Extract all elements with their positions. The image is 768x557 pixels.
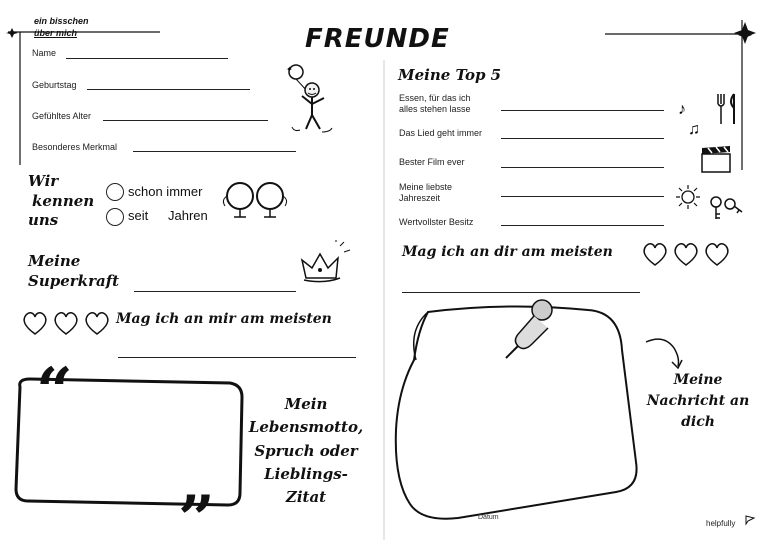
field-feature-line[interactable] [133, 151, 296, 152]
field-feature-label: Besonderes Merkmal [32, 142, 118, 152]
friends-faces-icon [222, 180, 292, 220]
pushpin-icon [494, 294, 564, 364]
brand-logo: helpfully [706, 519, 736, 528]
motto-line3: Spruch oder [254, 441, 358, 460]
top5-food-label [399, 93, 471, 115]
page-title: FREUNDE [305, 24, 450, 54]
cutlery-icon [712, 92, 742, 126]
music-notes-icon [676, 98, 706, 138]
crown-icon [296, 240, 356, 285]
option-since-radio[interactable] [106, 208, 124, 226]
message-heading [640, 370, 756, 433]
know-heading-line1: Wir [28, 172, 59, 190]
top5-food-line2: alles stehen lasse [399, 104, 471, 114]
message-line2: Nachricht an [646, 393, 750, 409]
svg-text:♫: ♫ [688, 121, 700, 138]
like-me-heading: Mag ich an mir am meisten [116, 311, 332, 327]
keys-icon [706, 192, 746, 222]
clapperboard-icon [700, 144, 734, 174]
top5-season-line1: Meine liebste [399, 182, 453, 192]
motto-heading [244, 393, 368, 509]
superpower-line[interactable] [134, 291, 296, 292]
superpower-line1: Meine [28, 252, 81, 270]
top5-food-line1: Essen, für das ich [399, 93, 471, 103]
about-heading-line1: ein bisschen [34, 16, 89, 26]
motto-line4: Lieblings- [264, 464, 348, 483]
sun-icon [674, 183, 704, 213]
motto-line2: Lebensmotto, [248, 418, 364, 437]
message-line1: Meine [673, 372, 723, 388]
hearts-right-icon [642, 241, 734, 269]
top5-heading: Meine Top 5 [398, 66, 502, 84]
top5-season-label [399, 182, 452, 204]
field-name-label: Name [32, 48, 57, 58]
superpower-heading [28, 252, 119, 291]
top5-food-line[interactable] [501, 110, 664, 111]
top5-possession-line[interactable] [501, 225, 664, 226]
field-birthday-label: Geburtstag [32, 80, 77, 90]
know-heading-line2: kennen [32, 191, 95, 210]
know-heading [28, 172, 94, 231]
top5-song-label: Das Lied geht immer [399, 128, 483, 138]
quote-open-icon: “ [36, 354, 73, 429]
about-heading [34, 15, 89, 39]
motto-line5: Zitat [285, 488, 327, 506]
know-heading-line3: uns [28, 211, 59, 229]
brand-flag-icon [744, 514, 756, 526]
top5-season-line2: Jahreszeit [399, 193, 441, 203]
top5-film-label: Bester Film ever [399, 157, 465, 167]
like-you-heading: Mag ich an dir am meisten [402, 244, 613, 260]
date-label: Datum [478, 514, 499, 521]
option-since-label: seit [128, 208, 149, 223]
superpower-line2: Superkraft [28, 271, 120, 290]
option-always-radio[interactable] [106, 183, 124, 201]
top5-song-line[interactable] [501, 138, 664, 139]
message-line3: dich [681, 414, 715, 430]
field-name-line[interactable] [66, 58, 228, 59]
svg-text:♪: ♪ [678, 101, 686, 118]
option-since-years-label: Jahren [168, 208, 208, 223]
field-felt-age-line[interactable] [103, 120, 268, 121]
balloon-figure-icon [282, 64, 342, 144]
top5-possession-label: Wertvollster Besitz [399, 217, 474, 227]
hearts-left-icon [22, 310, 114, 338]
like-me-line[interactable] [118, 357, 356, 358]
top5-season-line[interactable] [501, 196, 664, 197]
about-heading-line2: über mich [34, 28, 78, 38]
field-birthday-line[interactable] [87, 89, 250, 90]
option-always-label: schon immer [128, 184, 203, 199]
quote-close-icon: ” [178, 482, 215, 557]
svg-text:✦: ✦ [286, 65, 293, 74]
motto-line1: Mein [284, 395, 328, 413]
top5-film-line[interactable] [501, 167, 664, 168]
field-felt-age-label: Gefühltes Alter [32, 111, 92, 121]
